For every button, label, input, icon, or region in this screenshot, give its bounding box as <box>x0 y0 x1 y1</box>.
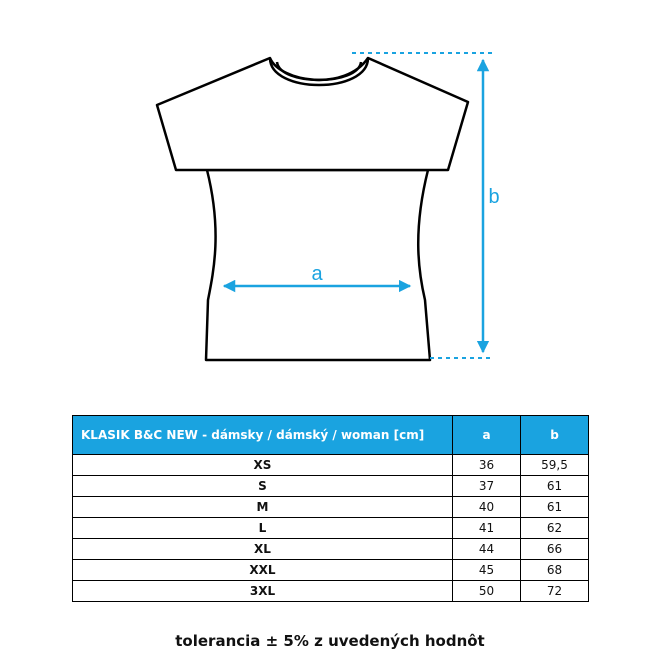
table-row <box>73 581 589 602</box>
header-product-name: KLASIK B&C NEW - dámsky / dámský / woman [cm] <box>73 416 453 455</box>
value-a-cell: 44 <box>453 539 521 560</box>
value-a-cell: 36 <box>453 455 521 476</box>
table-row <box>73 455 589 476</box>
table-row <box>73 518 589 539</box>
header-a: a <box>453 416 521 455</box>
value-a-cell: 50 <box>453 581 521 602</box>
value-b-cell: 59,5 <box>521 455 589 476</box>
label-b: b <box>488 186 500 208</box>
header-b: b <box>521 416 589 455</box>
value-b-cell: 61 <box>521 497 589 518</box>
size-cell: M <box>73 497 453 518</box>
size-table <box>72 415 589 602</box>
value-b-cell: 72 <box>521 581 589 602</box>
value-a-cell: 37 <box>453 476 521 497</box>
table-row <box>73 560 589 581</box>
size-cell: L <box>73 518 453 539</box>
size-cell: XXL <box>73 560 453 581</box>
value-b-cell: 66 <box>521 539 589 560</box>
table-row <box>73 539 589 560</box>
table-header-row <box>73 416 589 455</box>
value-a-cell: 45 <box>453 560 521 581</box>
label-a: a <box>311 263 323 285</box>
size-cell: 3XL <box>73 581 453 602</box>
value-b-cell: 62 <box>521 518 589 539</box>
tshirt-sleeves <box>157 58 468 170</box>
size-cell: S <box>73 476 453 497</box>
value-a-cell: 41 <box>453 518 521 539</box>
tolerance-note: tolerancia ± 5% z uvedených hodnôt <box>175 632 485 650</box>
size-cell: XS <box>73 455 453 476</box>
table-row <box>73 497 589 518</box>
tshirt-outline <box>157 58 468 360</box>
value-b-cell: 68 <box>521 560 589 581</box>
value-a-cell: 40 <box>453 497 521 518</box>
value-b-cell: 61 <box>521 476 589 497</box>
table-row <box>73 476 589 497</box>
size-cell: XL <box>73 539 453 560</box>
